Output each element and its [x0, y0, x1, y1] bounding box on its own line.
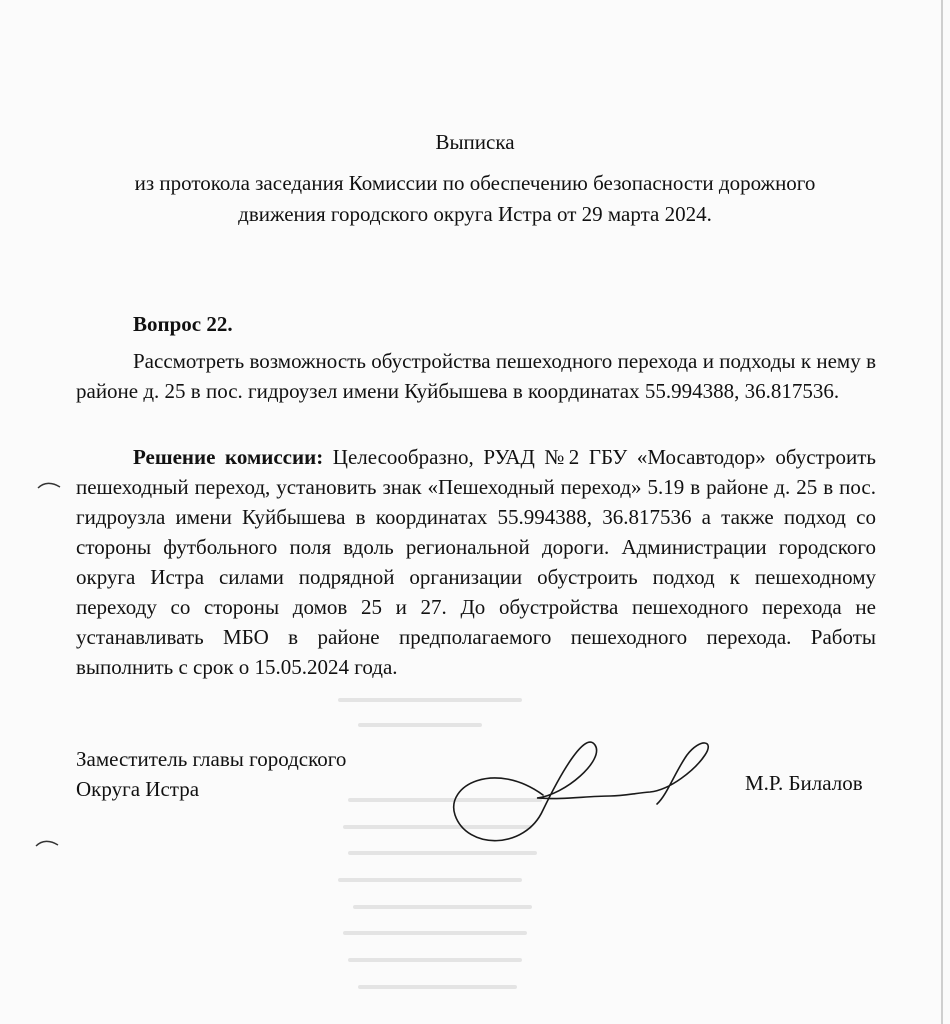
subtitle-line-1: из протокола заседания Комиссии по обеспечению безопасности дорожного: [134, 171, 816, 195]
question-text: Рассмотреть возможность обустройства пешеходного перехода и подходы к нему в районе д. 25 в пос. гидроузел имени Куйбышева в координатах 55.994388, 36.817536.: [76, 349, 876, 403]
document-subtitle: [110, 168, 840, 230]
decision-label: Решение комиссии:: [133, 445, 324, 469]
document-title: Выписка: [435, 130, 515, 154]
signatory-name: М.Р. Билалов: [745, 771, 863, 795]
decision-text: Целесообразно, РУАД №2 ГБУ «Мосавтодор» обустроить пешеходный переход, установить знак «Пешеходный переход» 5.19 в районе д. 25 в пос. гидроузла имени Куйбышева в координатах 55.994388, 36.817536 а также подход со стороны футбольного поля вдоль региональной дороги. Администрации городского округа Истра силами подрядной организации обустроить подход к пешеходному переходу со стороны домов 25 и 27. До обустройства пешеходного перехода не устанавливать МБО в районе предполагаемого пешеходного перехода. Работы выполнить с срок о 15.05.2024 года.: [76, 445, 876, 679]
question-heading: Вопрос 22.: [133, 312, 233, 336]
signatory-position-line-1: Заместитель главы городского: [76, 747, 347, 771]
decision-paragraph: [76, 442, 876, 682]
subtitle-line-2: движения городского округа Истра от 29 марта 2024.: [238, 202, 712, 226]
margin-mark: [34, 836, 64, 852]
signatory-position: [76, 744, 346, 804]
handwritten-signature: [425, 700, 745, 860]
signatory-position-line-2: Округа Истра: [76, 777, 200, 801]
margin-mark: [36, 478, 66, 494]
